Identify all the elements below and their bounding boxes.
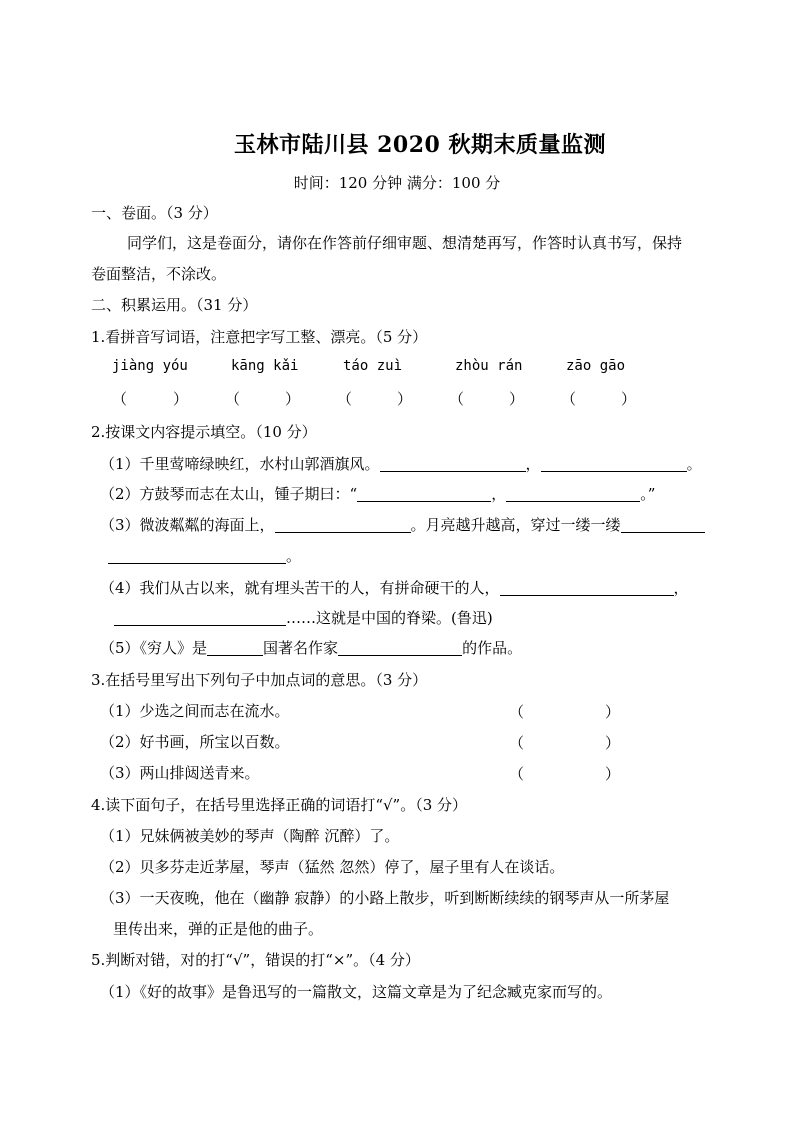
- exam-info: 时间：120 分钟 满分：100 分: [293, 174, 501, 192]
- q4-item-1: （1）兄妹俩被美妙的琴声（陶醉 沉醉）了。: [100, 827, 400, 845]
- fill-item-2: （2）方鼓琴而志在太山，锺子期曰：“ ， 。”: [100, 485, 656, 503]
- pinyin-1: jiàng yóu: [112, 358, 188, 374]
- answer-paren-open: （: [509, 734, 525, 752]
- q4-item-3-cont: 里传出来，弹的正是他的曲子。: [113, 920, 324, 938]
- fill-item-3: （3）微波粼粼的海面上， 。月亮越升越高，穿过一缕一缕: [100, 515, 705, 535]
- fill-item-1: （1）千里莺啼绿映红，水村山郭酒旗风。 ， 。: [100, 455, 702, 473]
- answer-paren-close: ）: [509, 390, 525, 408]
- answer-paren-close: ）: [173, 390, 189, 408]
- answer-blank[interactable]: [500, 579, 674, 596]
- answer-blank[interactable]: [541, 455, 687, 472]
- q3-item-2: （2）好书画，所宝以百数。: [100, 733, 290, 751]
- section-1-heading: 一、卷面。（3 分）: [91, 204, 218, 222]
- answer-blank[interactable]: [357, 485, 491, 502]
- answer-paren-close: ）: [621, 390, 637, 408]
- q3-item-1: （1）少选之间而志在流水。: [100, 702, 290, 720]
- pinyin-4: zhòu rán: [455, 358, 523, 374]
- answer-blank[interactable]: [506, 485, 640, 502]
- pinyin-5: zāo gāo: [566, 358, 626, 374]
- pinyin-3: táo zuì: [343, 358, 403, 374]
- question-4-heading: 4.读下面句子，在括号里选择正确的词语打“√”。（3 分）: [91, 796, 468, 814]
- answer-blank[interactable]: [275, 516, 411, 533]
- answer-paren-open: （: [112, 390, 128, 408]
- answer-paren-open: （: [509, 765, 525, 783]
- q4-item-2: （2）贝多芬走近茅屋，琴声（猛然 忽然）停了，屋子里有人在谈话。: [100, 858, 565, 876]
- page-title: 玉林市陆川县 2020 秋期末质量监测: [233, 132, 607, 158]
- section-1-text-cont: 卷面整洁，不涂改。: [91, 265, 227, 283]
- answer-blank[interactable]: [207, 639, 263, 656]
- answer-blank[interactable]: [114, 609, 286, 626]
- fill-item-4-cont: ……这就是中国的脊梁。(鲁迅): [114, 608, 493, 628]
- fill-item-3-cont: 。: [108, 546, 301, 566]
- answer-paren-close: ）: [605, 734, 621, 752]
- answer-paren-open: （: [225, 390, 241, 408]
- answer-paren-close: ）: [605, 703, 621, 721]
- answer-paren-open: （: [337, 390, 353, 408]
- q5-item-1: （1）《好的故事》是鲁迅写的一篇散文，这篇文章是为了纪念臧克家而写的。: [100, 983, 613, 1001]
- answer-blank[interactable]: [338, 639, 462, 656]
- answer-paren-close: ）: [605, 765, 621, 783]
- q3-item-3: （3）两山排闼送青来。: [100, 764, 260, 782]
- question-5-heading: 5.判断对错，对的打“√”，错误的打“×”。（4 分）: [91, 951, 420, 969]
- answer-paren-open: （: [561, 390, 577, 408]
- fill-item-4: （4）我们从古以来，就有埋头苦干的人，有拼命硬干的人， ，: [100, 579, 689, 597]
- pinyin-2: kāng kǎi: [231, 358, 299, 374]
- answer-blank[interactable]: [108, 547, 286, 564]
- section-1-text: 同学们，这是卷面分，请你在作答前仔细审题、想清楚再写，作答时认真书写，保持: [127, 234, 683, 252]
- answer-blank[interactable]: [621, 516, 705, 533]
- question-1-heading: 1.看拼音写词语，注意把字写工整、漂亮。（5 分）: [91, 328, 428, 346]
- section-2-heading: 二、积累运用。（31 分）: [91, 296, 258, 314]
- question-3-heading: 3.在括号里写出下列句子中加点词的意思。（3 分）: [91, 671, 428, 689]
- answer-paren-close: ）: [285, 390, 301, 408]
- fill-item-5: （5）《穷人》是 国著名作家 的作品。: [100, 639, 523, 657]
- answer-paren-open: （: [509, 703, 525, 721]
- answer-paren-open: （: [449, 390, 465, 408]
- question-2-heading: 2.按课文内容提示填空。（10 分）: [91, 423, 317, 441]
- answer-paren-close: ）: [397, 390, 413, 408]
- answer-blank[interactable]: [380, 455, 526, 472]
- q4-item-3: （3）一天夜晚，他在（幽静 寂静）的小路上散步，听到断断续续的钢琴声从一所茅屋: [100, 889, 670, 907]
